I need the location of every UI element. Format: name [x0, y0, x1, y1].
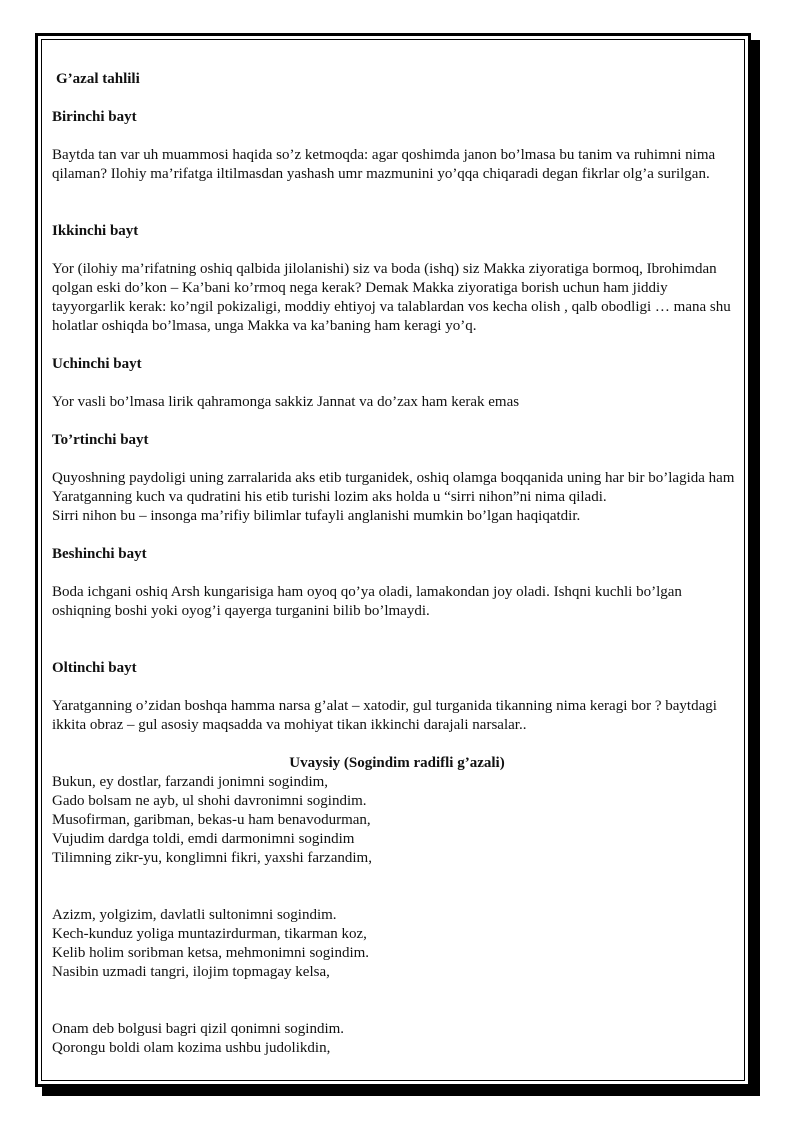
section-text-6: Yaratganning o’zidan boshqa hamma narsa g’alat – xatodir, gul turganida tikanning nima keragi bor ? baytdagi ikkita obraz – gul asosiy maqsadda va mohiyat tikan ikkinchi darajali narsalar.. [52, 698, 717, 733]
section-heading-4: To’rtinchi bayt [52, 432, 149, 448]
section-heading-6: Oltinchi bayt [52, 660, 137, 676]
section-text-5: Boda ichgani oshiq Arsh kungarisiga ham oyoq qo’ya oladi, lamakondan joy oladi. Ishqni kuchli bo’lgan oshiqning boshi yoki oyog’i qayerga turganini bilib bo’lmaydi. [52, 584, 682, 619]
section-text-4: Quyoshning paydoligi uning zarralarida aks etib turganidek, oshiq olamga boqqanida uning har bir bo’lagida ham Yaratganning kuch va qudratini his etib turishi lozim aks holda u “sirri nihon”ni nima qiladi. [52, 470, 735, 505]
poem-stanza-1: Bukun, ey dostlar, farzandi jonimni sogindim, Gado bolsam ne ayb, ul shohi davronimni sogindim. Musofirman, garibman, bekas-u ham benavodurman, Vujudim dardga toldi, emdi darmonimni sogindim Tilimning zikr-yu, konglimni fikri, yaxshi farzandim, [52, 774, 372, 866]
section-text-3: Yor vasli bo’lmasa lirik qahramonga sakkiz Jannat va do’zax ham kerak emas [52, 394, 520, 410]
poem-title: Uvaysiy (Sogindim radifli g’azali) [289, 755, 505, 771]
section-heading-5: Beshinchi bayt [52, 546, 147, 562]
section-text-4b: Sirri nihon bu – insonga ma’rifiy bilimlar tufayli anglanishi mumkin bo’lgan haqiqatdir. [52, 508, 581, 524]
section-text-1: Baytda tan var uh muammosi haqida so’z ketmoqda: agar qoshimda janon bo’lmasa bu tanim va ruhimni nima qilaman? Ilohiy ma’rifatga iltilmasdan yashash umr mazmunini yo’qqa chiqaradi degan fikrlar olg’a surilgan. [52, 147, 716, 182]
poem-stanza-3: Onam deb bolgusi bagri qizil qonimni sogindim. Qorongu boldi olam kozima ushbu judolikdin, [52, 1021, 345, 1056]
section-text-2: Yor (ilohiy ma’rifatning oshiq qalbida jilolanishi) siz va boda (ishq) siz Makka ziyoratiga bormoq, Ibrohimdan qolgan eski do’kon – Ka’bani ko’rmoq nega kerak? Demak Makka ziyoratiga borish uchun ham jiddiy tayyorgarlik kerak: ko’ngil pokizaligi, moddiy ehtiyoj va talablardan vos kecha olish , qalb obodligi … mana shu holatlar oshiqda bo’lmasa, unga Makka va ka’baning ham keragi yo’q. [52, 261, 731, 334]
document-title: G’azal tahlili [56, 71, 140, 87]
poem-stanza-2: Azizm, yolgizim, davlatli sultonimni sogindim. Kech-kunduz yoliga muntazirdurman, tikarman koz, Kelib holim soribman ketsa, mehmonimni sogindim. Nasibin uzmadi tangri, ilojim topmagay kelsa, [52, 907, 370, 980]
document-body [52, 70, 742, 1058]
section-heading-1: Birinchi bayt [52, 109, 137, 125]
section-heading-2: Ikkinchi bayt [52, 223, 139, 239]
section-heading-3: Uchinchi bayt [52, 356, 142, 372]
page-frame [35, 33, 751, 1087]
